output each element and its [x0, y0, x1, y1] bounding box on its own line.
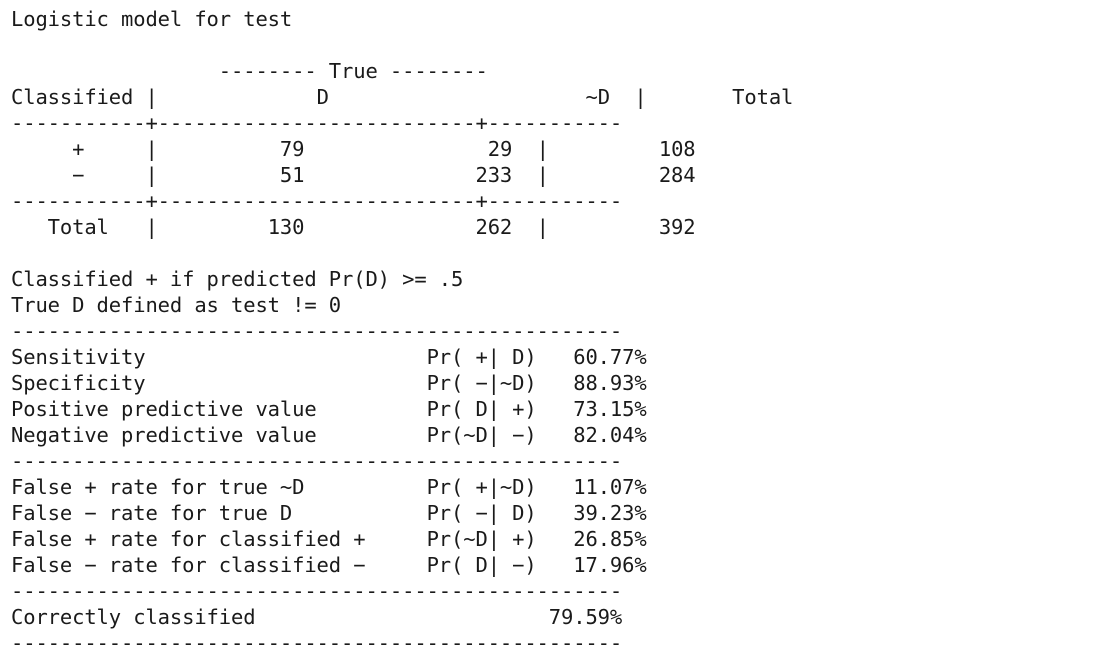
stat-label: False − rate for true D	[11, 501, 293, 525]
total-total: 392	[658, 215, 696, 239]
rule: --------------------------------------------------	[11, 449, 623, 473]
stat-value: 17.96%	[573, 553, 647, 577]
correctly-classified-label: Correctly classified	[11, 605, 256, 629]
rule: --------------------------------------------------	[11, 319, 623, 343]
stat-value: 73.15%	[573, 397, 647, 421]
table-rule-bottom: -----------+--------------------------+-----------	[11, 189, 623, 213]
stat-formula: Pr( −|~D)	[426, 371, 537, 395]
total-row-label: Total	[47, 215, 109, 239]
rule: --------------------------------------------------	[11, 631, 623, 655]
stat-label: False + rate for true ~D	[11, 475, 305, 499]
header-classified: Classified	[11, 85, 134, 109]
rule: --------------------------------------------------	[11, 579, 623, 603]
cell-total: 284	[658, 163, 696, 187]
stat-value: 88.93%	[573, 371, 647, 395]
cell-not-d: 29	[487, 137, 513, 161]
stata-output: Logistic model for test -------- True -------- Classified | D ~D | Total -----------+--------------------------+----------- + | 79 29 | 108 − | 51 233 | 284 -----------+--------------------------+----------- Total | 130 262 | 392 Classified + if predicted Pr(D) >= .5 True D defined as test != 0 -------------------------------------------------- Sensitivity Pr( +| D) 60.77% Specificity Pr( −|~D) 88.93% Positive predictive value Pr( D| +) 73.15% Negative predictive value Pr(~D| −) 82.04% -------------------------------------------------- False + rate for true ~D Pr( +|~D) 11.07% False − rate for true D Pr( −| D) 39.23% False + rate for classified + Pr(~D| +) 26.85% False − rate for classified − Pr( D| −) 17.96% -------------------------------------------------- Correctly classified 79.59% --------------------------------------------------	[11, 7, 794, 655]
row-label: +	[72, 137, 85, 161]
stat-label: Positive predictive value	[11, 397, 317, 421]
stat-formula: Pr(~D| +)	[426, 527, 537, 551]
stat-value: 26.85%	[573, 527, 647, 551]
stat-value: 82.04%	[573, 423, 647, 447]
stat-formula: Pr( +| D)	[426, 345, 537, 369]
stat-value: 39.23%	[573, 501, 647, 525]
stat-formula: Pr( D| −)	[426, 553, 537, 577]
stat-value: 60.77%	[573, 345, 647, 369]
correctly-classified-value: 79.59%	[548, 605, 623, 629]
stat-formula: Pr( D| +)	[426, 397, 537, 421]
table-rule-top: -----------+--------------------------+-----------	[11, 111, 623, 135]
stat-value: 11.07%	[573, 475, 647, 499]
cell-total: 108	[658, 137, 696, 161]
stat-formula: Pr( +|~D)	[426, 475, 537, 499]
note-line: Classified + if predicted Pr(D) >= .5	[11, 267, 464, 291]
stat-label: Negative predictive value	[11, 423, 317, 447]
stat-formula: Pr( −| D)	[426, 501, 537, 525]
true-header: -------- True --------	[218, 59, 488, 83]
header-total: Total	[732, 85, 794, 109]
total-d: 130	[267, 215, 305, 239]
stat-label: False + rate for classified +	[11, 527, 366, 551]
cell-not-d: 233	[475, 163, 513, 187]
stat-label: Specificity	[11, 371, 146, 395]
header-d: D	[316, 85, 329, 109]
stat-label: False − rate for classified −	[11, 553, 366, 577]
note-line: True D defined as test != 0	[11, 293, 341, 317]
row-label: −	[72, 163, 85, 187]
stat-label: Sensitivity	[11, 345, 146, 369]
stat-formula: Pr(~D| −)	[426, 423, 537, 447]
header-not-d: ~D	[585, 85, 610, 109]
cell-d: 51	[279, 163, 305, 187]
cell-d: 79	[279, 137, 305, 161]
total-not-d: 262	[475, 215, 513, 239]
table-title: Logistic model for test	[11, 7, 293, 31]
